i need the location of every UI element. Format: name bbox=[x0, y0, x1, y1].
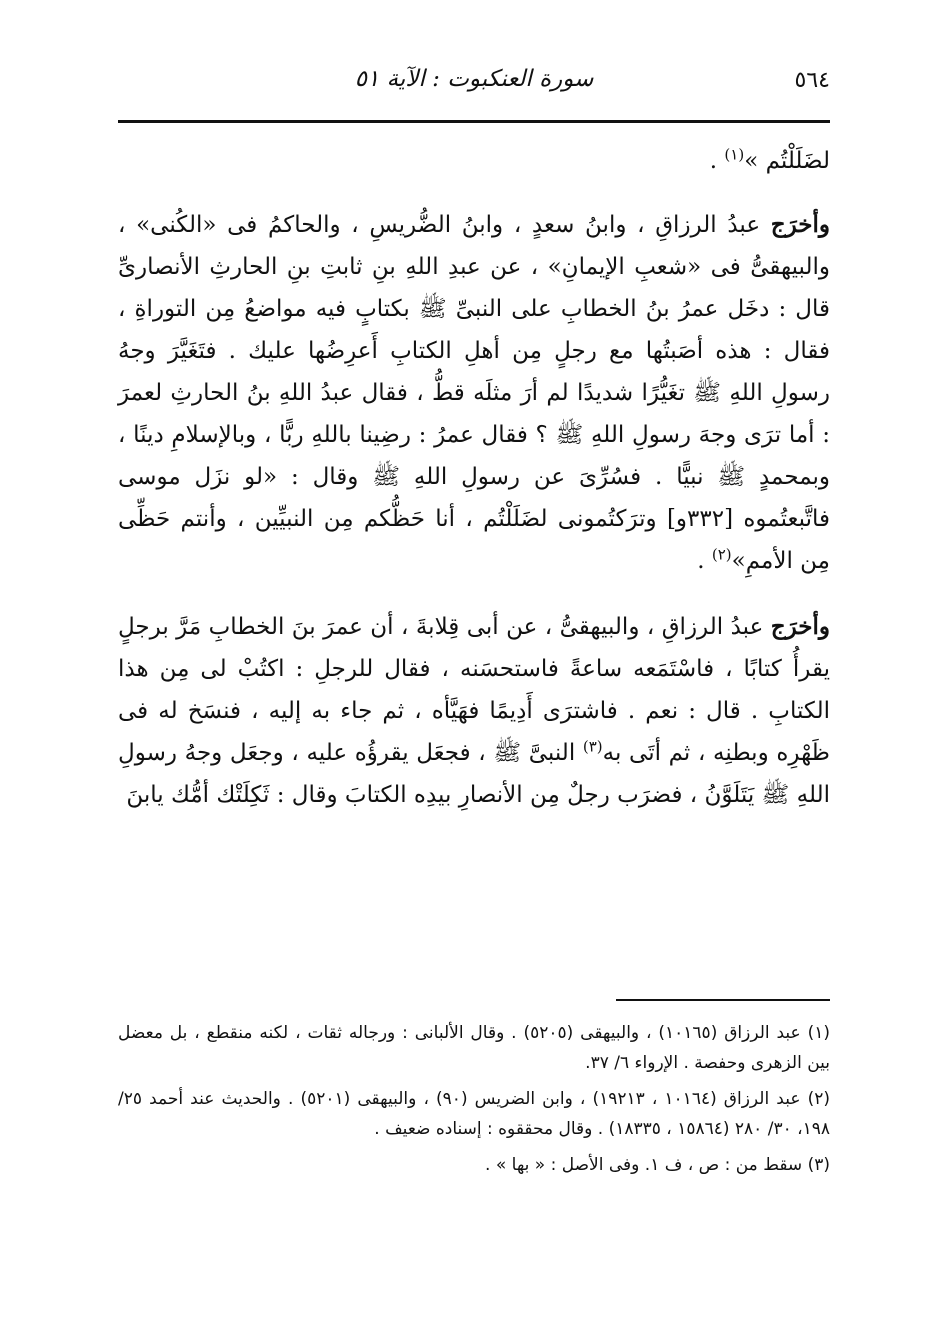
footnote-ref-3[interactable]: (٣) bbox=[582, 737, 603, 756]
footnote-3: (٣) سقط من : ص ، ف ١. وفى الأصل : « بها » . bbox=[485, 1155, 830, 1175]
paragraph-1-lead: وأخرَج bbox=[770, 211, 830, 238]
footnotes bbox=[118, 1018, 830, 1186]
paragraph-1-text: عبدُ الرزاقِ ، وابنُ سعدٍ ، وابنُ الضُّريسِ ، والحاكمُ فى «الكُنى» ، والبيهقىُّ فى «شعبِ الإيمانِ» ، عن عبدِ اللهِ بنِ ثابتِ بنِ الحارثِ الأنصارىِّ قال : دخَل عمرُ بنُ الخطابِ على النبىِّ ﷺ بكتابٍ فيه مواضعُ مِن التوراةِ ، فقال : هذه أصَبتُها مع رجلٍ مِن أهلِ الكتابِ أَعرِضُها عليك . فتَغَيَّرَ وجهُ رسولِ اللهِ ﷺ تغَيُّرًا شديدًا لم أرَ مثلَه قطُّ ، فقال عبدُ اللهِ بنُ الحارثِ لعمرَ : أما ترَى وجهَ رسولِ اللهِ ﷺ ؟ فقال عمرُ : رضِينا باللهِ ربًّا ، وبالإسلامِ دينًا ، وبمحمدٍ ﷺ نبيًّا . فسُرِّىَ عن رسولِ اللهِ ﷺ وقال : «لو نزَل موسى فاتَّبعتُموه [٣٣٢و] وترَكتُمونى لضَلَلْتُم ، أنا حَظُّكم مِن النبيِّين ، وأنتم حَظِّى مِن الأممِ» bbox=[118, 212, 830, 574]
footnote-separator bbox=[616, 999, 830, 1001]
continuation-text: لضَلَلْتُم » bbox=[744, 148, 830, 174]
continuation-end: . bbox=[709, 148, 725, 174]
paragraph-1 bbox=[118, 204, 830, 582]
footnote-ref-1[interactable]: (١) bbox=[724, 145, 745, 164]
footnote-1: (١) عبد الرزاق (١٠١٦٥) ، والبيهقى (٥٢٠٥) . وقال الألبانى : ورجاله ثقات ، لكنه منقطع ، بل معضل بين الزهرى وحفصة . الإرواء ٦/ ٣٧. bbox=[118, 1023, 830, 1073]
footnote-2: (٢) عبد الرزاق (١٠١٦٤ ، ١٩٢١٣) ، وابن الضريس (٩٠) ، والبيهقى (٥٢٠١) . والحديث عند أحمد ٢٥/ ١٩٨، ٣٠/ ٢٨٠ (١٥٨٦٤ ، ١٨٣٣٥) . وقال محققوه : إسناده ضعيف . bbox=[118, 1089, 831, 1139]
paragraph-2-text-b: النبىَّ ﷺ ، فجعَل يقرؤُه عليه ، وجعَل وجهُ رسولِ اللهِ ﷺ يَتَلَوَّنُ ، فضرَب رجلٌ مِن الأنصارِ بيدِه الكتابَ وقال : ثَكِلَتْك أمُّك يابنَ bbox=[118, 740, 830, 808]
main-text bbox=[118, 140, 830, 840]
header-rule bbox=[118, 120, 830, 123]
page-header bbox=[118, 62, 830, 112]
footnote-ref-2[interactable]: (٢) bbox=[711, 545, 732, 564]
continuation-line bbox=[118, 140, 830, 182]
paragraph-2-text-a: عبدُ الرزاقِ ، والبيهقىُّ ، عن أبى قِلابةَ ، أن عمرَ بنَ الخطابِ مَرَّ برجلٍ يقرأُ كتابًا ، فاسْتَمَعه ساعةً فاستحسَنه ، فقال للرجلِ : اكتُبْ لى مِن هذا الكتابِ . قال : نعم . فاشترَى أَدِيمًا فهَيَّأه ، ثم جاء به إليه ، فنسَخ له فى ظَهْرِه وبطنِه ، ثم أتَى به bbox=[118, 614, 830, 766]
paragraph-2 bbox=[118, 606, 830, 816]
paragraph-1-end: . bbox=[697, 548, 712, 574]
paragraph-2-lead: وأخرَج bbox=[770, 613, 830, 640]
running-title: سورة العنكبوت : الآية ٥١ bbox=[354, 66, 594, 92]
page-number: ٥٦٤ bbox=[794, 68, 830, 93]
